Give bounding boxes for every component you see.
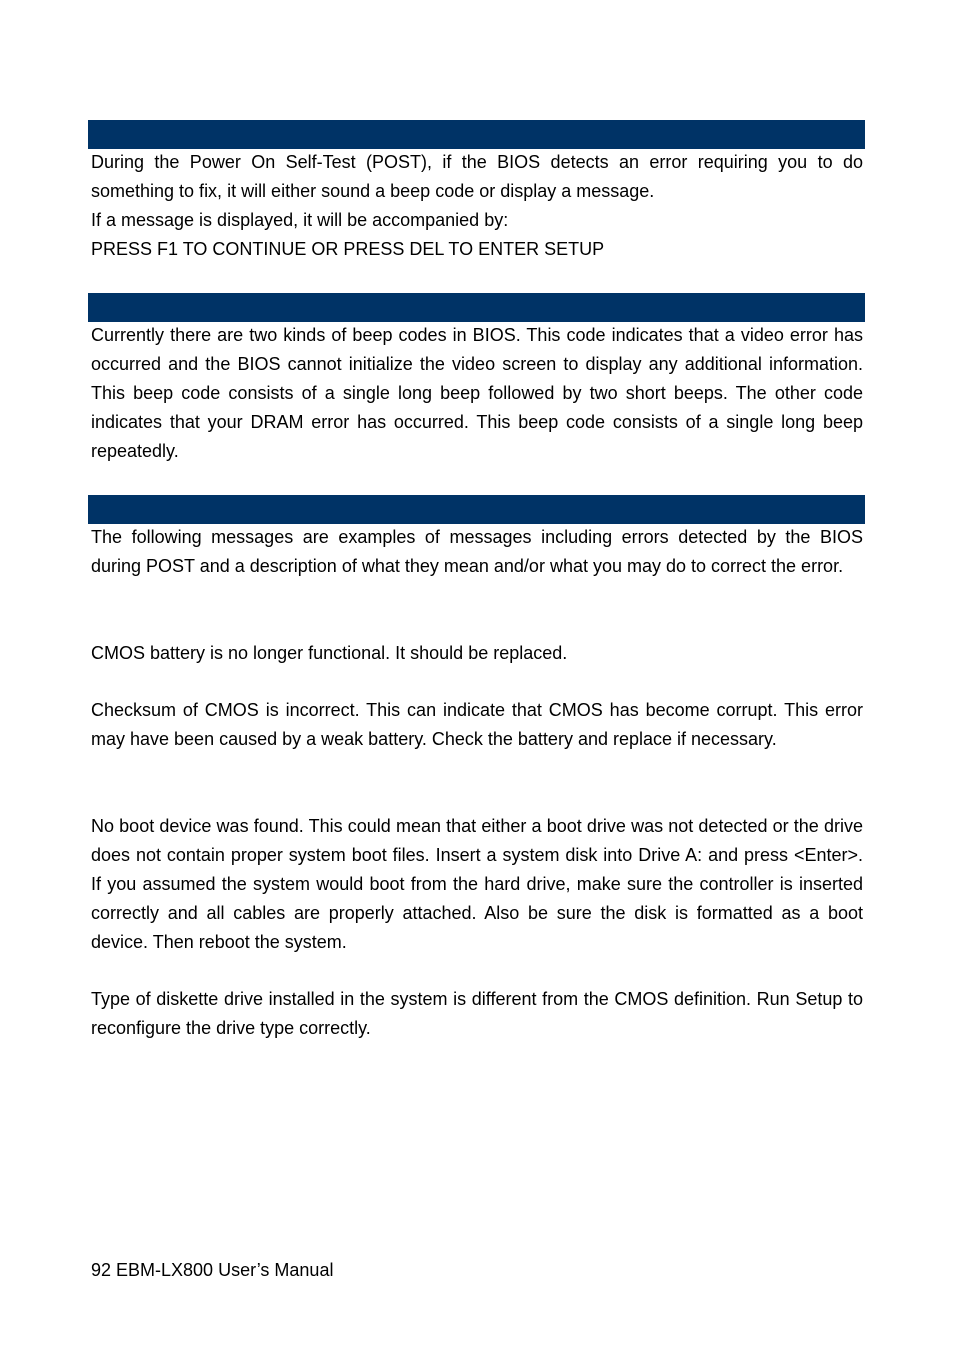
press-f1-message: PRESS F1 TO CONTINUE OR PRESS DEL TO ENTER SETUP [91, 239, 605, 259]
section-header-bar-error-messages [88, 495, 865, 524]
section-header-bar-beep-codes [88, 293, 865, 322]
message-accompaniment-line: If a message is displayed, it will be accompanied by: [91, 210, 509, 230]
diskette-type-message: Type of diskette drive installed in the system is different from the CMOS definition. Run Setup to reconfigure the drive type correctly. [91, 989, 863, 1038]
no-boot-device-message: No boot device was found. This could mean that either a boot drive was not detected or the drive does not contain proper system boot files. Insert a system disk into Drive A: and press <Enter>. If you assumed the system would boot from the hard drive, make sure the controller is inserted correctly and all cables are properly attached. Also be sure the disk is formatted as a boot device. Then reboot the system. [91, 816, 863, 952]
page-footer: 92 EBM-LX800 User’s Manual [91, 1260, 334, 1280]
cmos-checksum-message: Checksum of CMOS is incorrect. This can indicate that CMOS has become corrupt. This error may have been caused by a weak battery. Check the battery and replace if necessary. [91, 700, 863, 749]
cmos-battery-message: CMOS battery is no longer functional. It should be replaced. [91, 643, 568, 663]
error-messages-intro-paragraph: The following messages are examples of messages including errors detected by the BIOS during POST and a description of what they mean and/or what you may do to correct the error. [91, 527, 863, 576]
post-intro-paragraph: During the Power On Self-Test (POST), if the BIOS detects an error requiring you to do something to fix, it will either sound a beep code or display a message. [91, 152, 863, 201]
section-header-bar-post-errors [88, 120, 865, 149]
beep-codes-paragraph: Currently there are two kinds of beep codes in BIOS. This code indicates that a video error has occurred and the BIOS cannot initialize the video screen to display any additional information. This beep code consists of a single long beep followed by two short beeps. The other code indicates that your DRAM error has occurred. This beep code consists of a single long beep repeatedly. [91, 325, 863, 461]
